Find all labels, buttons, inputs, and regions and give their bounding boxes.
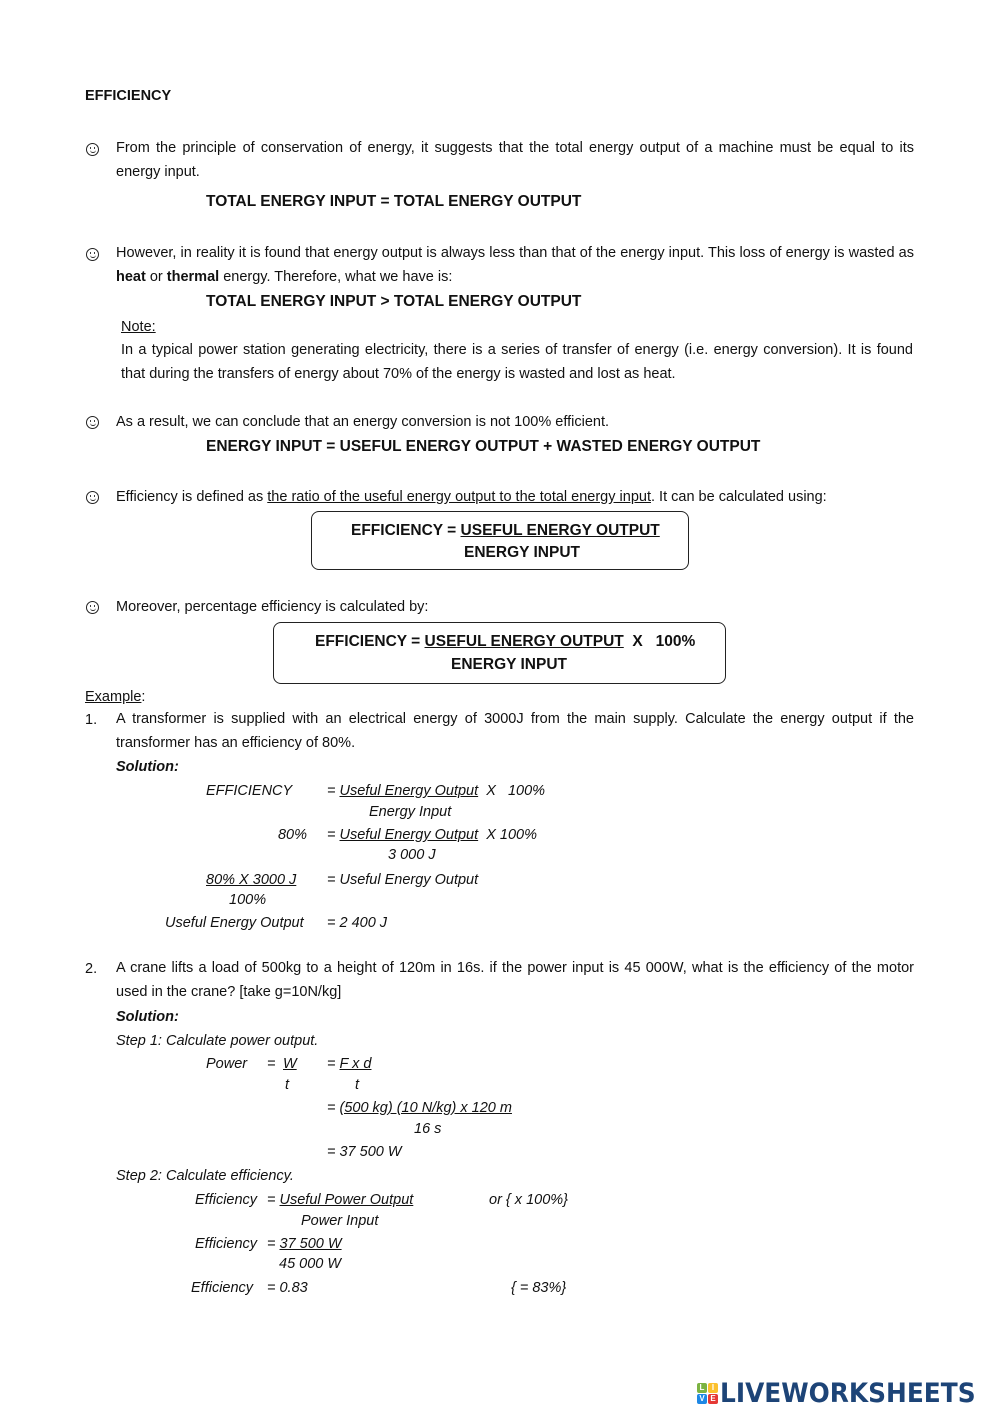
q1-number: 1. [85, 712, 98, 728]
logo-tiles-icon: L I V E [697, 1383, 718, 1404]
smiley-bullet-icon [86, 248, 99, 261]
lhs: EFFICIENCY = [315, 633, 425, 650]
eq: = [327, 783, 340, 799]
q1-r3-den: 100% [229, 892, 267, 908]
power-label: Power [206, 1056, 248, 1072]
eq: = [267, 1056, 276, 1072]
q1-r1-den: Energy Input [369, 804, 452, 820]
multiplier: X 100% [478, 783, 546, 799]
substitution-den: 16 s [414, 1121, 442, 1137]
text: . It can be calculated using: [650, 489, 827, 505]
colon: : [141, 689, 146, 705]
numerator: (500 kg) (10 N/kg) x 120 m [339, 1100, 512, 1116]
eq: = [327, 1100, 340, 1116]
q2-step2: Step 2: Calculate efficiency. [116, 1168, 294, 1184]
numerator: Useful Energy Output [339, 783, 479, 799]
note-text: In a typical power station generating electricity, there is a series of transfer of energy (i.e. energy conversion). It is found that during the transfers of energy about 70% of the energy is wasted and lost as heat. [121, 342, 913, 382]
smiley-bullet-icon [86, 416, 99, 429]
eq: = [267, 1192, 280, 1208]
e3-pct: { = 83%} [511, 1280, 567, 1296]
w-numerator: W [283, 1056, 297, 1072]
e2-den: 45 000 W [279, 1256, 342, 1272]
e2-lhs: Efficiency [195, 1236, 258, 1252]
q1-r2-den: 3 000 J [388, 847, 436, 863]
q1-r1-rhs [327, 782, 545, 800]
text: However, in reality it is found that energy output is always less than that of the energy input. This loss of energy is wasted as [116, 245, 914, 261]
percentage-efficiency-box [273, 622, 726, 684]
q1-r4-lhs: Useful Energy Output [165, 915, 304, 931]
example-heading [85, 688, 145, 706]
q1-r1-lhs: EFFICIENCY [206, 783, 293, 799]
text: energy. Therefore, what we have is: [219, 268, 453, 285]
smiley-bullet-icon [86, 491, 99, 504]
formula-energy-input: ENERGY INPUT = USEFUL ENERGY OUTPUT + WASTED ENERGY OUTPUT [206, 438, 761, 455]
bullet2-text [116, 242, 914, 289]
q1-r3-rhs: = Useful Energy Output [327, 872, 479, 888]
bullet5-text: Moreover, percentage efficiency is calculated by: [116, 599, 429, 615]
eq: = [267, 1236, 280, 1252]
liveworksheets-logo [697, 1378, 998, 1409]
e2-rhs [267, 1235, 342, 1253]
e1-den: Power Input [301, 1213, 379, 1229]
page-title: EFFICIENCY [85, 88, 172, 104]
e1-rhs [267, 1191, 413, 1209]
q2-number: 2. [85, 961, 98, 977]
power-result: = 37 500 W [327, 1144, 402, 1160]
q2-text: A crane lifts a load of 500kg to a height of 120m in 16s. if the power input is 45 000W, what is the efficiency of the motor used in the crane? [take g=10N/kg] [116, 960, 914, 1000]
e1-or: or { x 100%} [489, 1192, 568, 1208]
logo-text: LIVEWORKSHEETS [720, 1378, 976, 1409]
e3-lhs: Efficiency [191, 1280, 254, 1296]
note-label: Note: [121, 319, 156, 335]
q1-r3-num: 80% X 3000 J [206, 872, 297, 888]
formula-loss: TOTAL ENERGY INPUT > TOTAL ENERGY OUTPUT [206, 293, 582, 310]
bullet4-text [116, 488, 827, 506]
bold-heat: heat [116, 268, 146, 285]
lhs: EFFICIENCY = [351, 522, 461, 539]
numerator: 37 500 W [279, 1236, 342, 1252]
eq: = [327, 827, 340, 843]
multiplier: X 100% [478, 827, 537, 843]
numerator: F x d [339, 1056, 372, 1072]
box2-denominator: ENERGY INPUT [451, 656, 567, 673]
fxd-fraction [327, 1055, 371, 1073]
q2-step1: Step 1: Calculate power output. [116, 1033, 319, 1049]
q1-r2-rhs [327, 826, 537, 844]
definition-underlined: the ratio of the useful energy output to the total energy input [267, 489, 651, 505]
box2-line1 [315, 633, 695, 651]
smiley-bullet-icon [86, 143, 99, 156]
bold-thermal: thermal [166, 268, 220, 285]
q1-text: A transformer is supplied with an electrical energy of 3000J from the main supply. Calculate the energy output if the transformer has an efficiency of 80%. [116, 711, 914, 751]
t-denominator: t [355, 1077, 360, 1093]
numerator: USEFUL ENERGY OUTPUT [460, 522, 660, 539]
e3-rhs: = 0.83 [267, 1280, 308, 1296]
q2-solution-label: Solution: [116, 1009, 179, 1025]
box1-line1 [351, 522, 660, 540]
smiley-bullet-icon [86, 601, 99, 614]
text: Efficiency is defined as [116, 489, 268, 505]
numerator: Useful Power Output [279, 1192, 414, 1208]
numerator: USEFUL ENERGY OUTPUT [424, 633, 624, 650]
text: or [145, 268, 167, 285]
bullet1-text: From the principle of conservation of energy, it suggests that the total energy output of a machine must be equal to its energy input. [116, 140, 914, 180]
q1-r4-rhs: = 2 400 J [327, 915, 388, 931]
q1-r2-lhs: 80% [277, 827, 307, 843]
substitution [327, 1099, 512, 1117]
eq: = [327, 1056, 340, 1072]
e1-lhs: Efficiency [195, 1192, 258, 1208]
t-denominator: t [285, 1077, 290, 1093]
q1-solution-label: Solution: [116, 759, 179, 775]
formula-conservation: TOTAL ENERGY INPUT = TOTAL ENERGY OUTPUT [206, 193, 582, 210]
numerator: Useful Energy Output [339, 827, 479, 843]
example-label: Example [85, 689, 142, 705]
multiplier: X 100% [623, 633, 696, 650]
box1-denominator: ENERGY INPUT [464, 544, 580, 561]
bullet3-text: As a result, we can conclude that an energy conversion is not 100% efficient. [116, 414, 610, 430]
